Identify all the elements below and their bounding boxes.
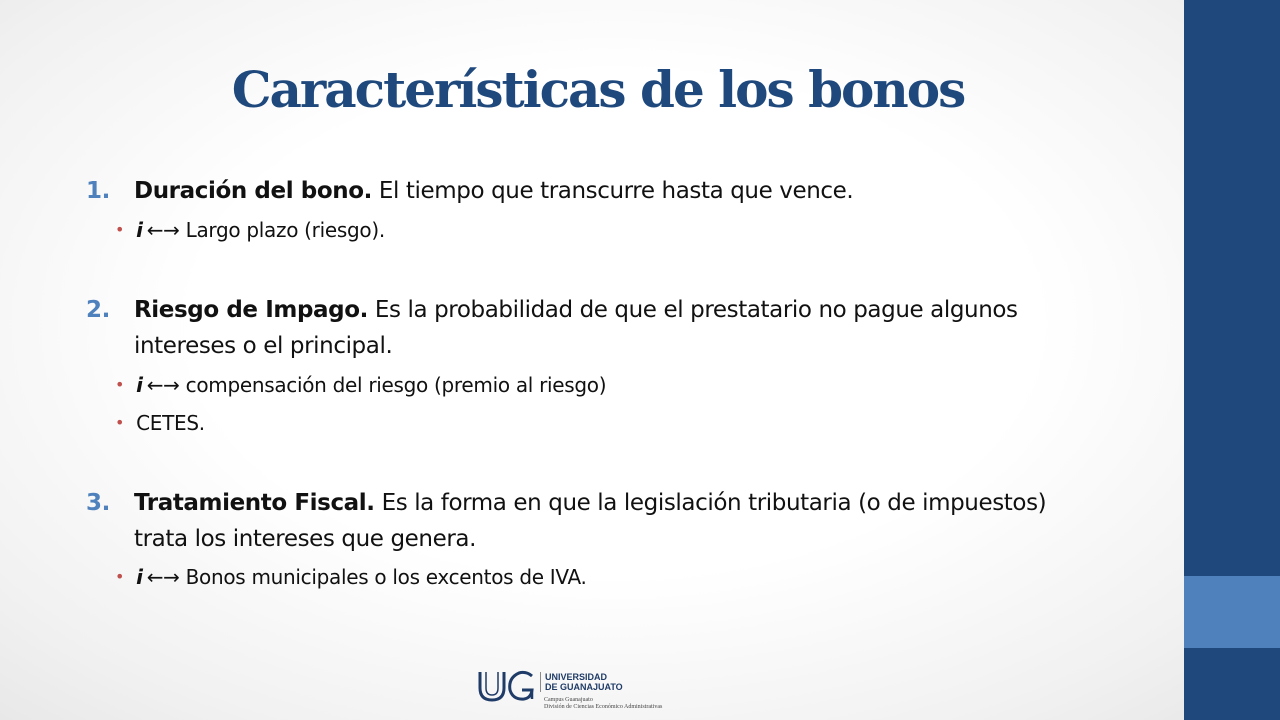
university-name	[540, 672, 623, 692]
bullet-icon: •	[115, 567, 125, 586]
item-heading: Tratamiento Fiscal.	[134, 490, 375, 516]
bullet-icon: •	[115, 220, 125, 239]
item-heading: Duración del bono.	[134, 178, 372, 204]
sub-item-2-1	[115, 370, 606, 402]
sub-item-text: CETES.	[136, 411, 205, 435]
sub-item-text: Bonos municipales o los excentos de IVA.	[185, 565, 587, 589]
item-text: El tiempo que transcurre hasta que vence.	[378, 178, 854, 204]
bullet-icon: •	[115, 375, 125, 394]
variable-i: i	[136, 373, 143, 397]
sub-item-text: compensación del riesgo (premio al riesgo)	[185, 373, 607, 397]
list-item-1	[86, 173, 1106, 209]
sub-item-text: Largo plazo (riesgo).	[185, 218, 385, 242]
campus-name: Campus Guanajuato	[544, 697, 593, 703]
sub-item-2-2	[115, 408, 205, 440]
slide-title: Características de los bonos	[231, 60, 965, 119]
variable-i: i	[136, 218, 143, 242]
sub-item-3-1	[115, 562, 587, 594]
sub-item-1-1	[115, 215, 385, 247]
university-name-line2: DE GUANAJUATO	[545, 682, 623, 692]
item-heading: Riesgo de Impago.	[134, 297, 368, 323]
double-arrow-icon: ←→	[146, 218, 180, 242]
item-text: Es la forma en que la legislación tributaria (o de impuestos) trata los intereses que genera.	[134, 490, 1047, 552]
item-number: 2.	[86, 297, 110, 323]
campus-text	[544, 697, 662, 711]
university-logo	[478, 666, 708, 714]
sidebar-accent-block	[1184, 576, 1280, 648]
double-arrow-icon: ←→	[146, 565, 180, 589]
list-item-2	[86, 292, 1106, 364]
ug-logo-icon	[478, 670, 536, 702]
double-arrow-icon: ←→	[146, 373, 180, 397]
university-name-line1: UNIVERSIDAD	[545, 672, 608, 682]
bullet-icon: •	[115, 413, 125, 432]
item-number: 1.	[86, 178, 110, 204]
item-text: Es la probabilidad de que el prestatario no pague algunos intereses o el principal.	[134, 297, 1018, 359]
variable-i: i	[136, 565, 143, 589]
item-number: 3.	[86, 490, 110, 516]
division-name: División de Ciencias Económico Administrativas	[544, 704, 663, 710]
list-item-3	[86, 485, 1106, 557]
